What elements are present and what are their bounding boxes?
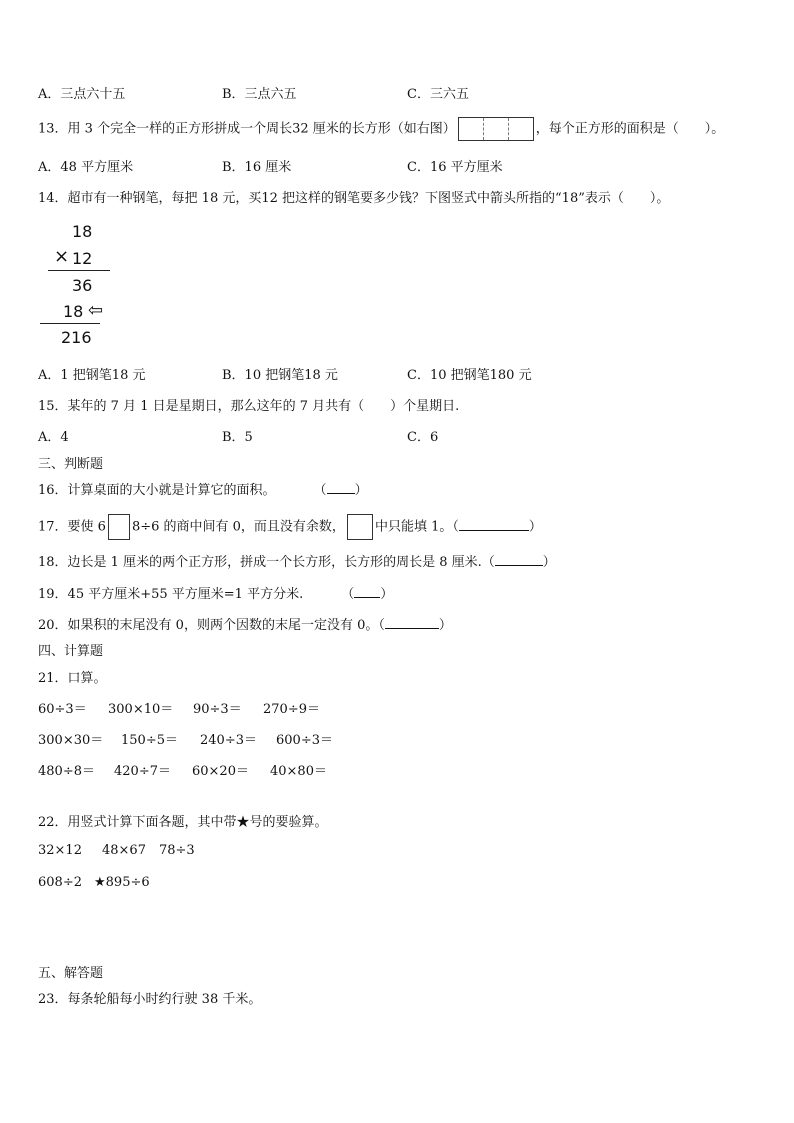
q21-item: 150÷5＝ <box>121 733 178 748</box>
q13-option-b: B．16 厘米 <box>222 160 292 175</box>
q17-part-2: 8÷6 的商中间有 0，而且没有余数， <box>131 519 345 535</box>
mult-top: 18 <box>72 222 93 241</box>
q15-option-c: C．6 <box>407 430 439 445</box>
q21-item: 90÷3＝ <box>193 702 242 717</box>
section-3-heading: 三、判断题 <box>38 457 104 472</box>
section-5-heading: 五、解答题 <box>38 966 104 981</box>
q21-item: 480÷8＝ <box>38 764 95 779</box>
q17-part-3: 中只能填 1。（ <box>374 519 459 535</box>
q22-title: 22．用竖式计算下面各题，其中带★号的要验算。 <box>38 815 328 830</box>
q19-paren-close: ） <box>380 587 394 602</box>
q14-question: 14．超市有一种钢笔，每把 18 元，买12 把这样的钢笔要多少钱？下图竖式中箭头所指的“18”表示（ ）。 <box>38 191 670 206</box>
q15-option-b: B．5 <box>222 430 253 445</box>
q13-text-after: ，每个正方形的面积是（ ）。 <box>535 121 725 137</box>
q17-answer-blank[interactable] <box>459 517 529 531</box>
q22-item: 608÷2 <box>38 875 82 890</box>
q13-option-c: C．16 平方厘米 <box>407 160 503 175</box>
q19-question <box>38 583 393 602</box>
q13-option-a: A．48 平方厘米 <box>38 160 134 175</box>
q16-question <box>38 479 368 498</box>
q22-item: 48×67 <box>102 843 146 858</box>
q17-part-1: 17．要使 6 <box>38 519 106 535</box>
q12-option-b: B．三点六五 <box>222 87 297 102</box>
section-4-heading: 四、计算题 <box>38 644 104 659</box>
q21-item: 300×30＝ <box>38 733 104 748</box>
q16-paren-close: ） <box>354 483 368 498</box>
q16-text: 16．计算桌面的大小就是计算它的面积。 <box>38 483 276 498</box>
rectangle-figure <box>458 117 534 141</box>
q21-item: 240÷3＝ <box>200 733 257 748</box>
q19-paren-open: （ <box>341 587 355 602</box>
mult-line-1 <box>48 270 110 271</box>
mult-result: 216 <box>61 328 92 347</box>
q23-question: 23．每条轮船每小时约行驶 38 千米。 <box>38 992 262 1007</box>
q21-item: 270÷9＝ <box>263 702 320 717</box>
q17-question <box>38 514 542 540</box>
q22-item: 32×12 <box>38 843 82 858</box>
arrow-icon: ⇦ <box>88 300 104 321</box>
q20-text: 20．如果积的末尾没有 0，则两个因数的末尾一定没有 0。（ <box>38 618 385 633</box>
mult-partial-2: 18 <box>63 302 84 321</box>
q16-paren-open: （ <box>313 483 327 498</box>
q15-option-a: A．4 <box>38 430 69 445</box>
q13-question <box>38 117 724 141</box>
vertical-multiplication <box>44 220 124 350</box>
q21-item: 420÷7＝ <box>114 764 171 779</box>
q20-question <box>38 614 452 633</box>
q22-item: ★895÷6 <box>94 875 150 890</box>
q17-digit-box-1[interactable] <box>108 514 130 540</box>
q12-option-a: A．三点六十五 <box>38 87 126 102</box>
q20-answer-blank[interactable] <box>385 615 439 629</box>
q21-item: 300×10＝ <box>108 702 174 717</box>
q15-question: 15．某年的 7 月 1 日是星期日，那么这年的 7 月共有（ ）个星期日. <box>38 399 460 414</box>
mult-line-2 <box>40 323 100 324</box>
q14-option-b: B．10 把钢笔18 元 <box>222 368 338 383</box>
q18-paren-close: ） <box>542 555 556 570</box>
q17-digit-box-2[interactable] <box>347 514 373 540</box>
q16-answer-blank[interactable] <box>327 480 355 494</box>
q20-paren-close: ） <box>438 618 452 633</box>
q21-item: 40×80＝ <box>270 764 327 779</box>
q21-title: 21．口算。 <box>38 671 107 686</box>
q14-option-a: A．1 把钢笔18 元 <box>38 368 146 383</box>
q21-item: 600÷3＝ <box>276 733 333 748</box>
mult-partial-1: 36 <box>72 276 93 295</box>
q21-item: 60÷3＝ <box>38 702 87 717</box>
q14-option-c: C．10 把钢笔180 元 <box>407 368 532 383</box>
q17-paren-close: ） <box>528 519 542 535</box>
q12-option-c: C．三六五 <box>407 87 469 102</box>
mult-sign: × <box>54 246 70 267</box>
q18-text: 18．边长是 1 厘米的两个正方形，拼成一个长方形，长方形的周长是 8 厘米.（ <box>38 555 495 570</box>
q13-text-before: 13．用 3 个完全一样的正方形拼成一个周长32 厘米的长方形（如右图） <box>38 121 456 137</box>
q19-answer-blank[interactable] <box>354 584 380 598</box>
q21-item: 60×20＝ <box>192 764 249 779</box>
q18-answer-blank[interactable] <box>495 552 543 566</box>
q18-question <box>38 551 556 570</box>
q19-text: 19．45 平方厘米+55 平方厘米=1 平方分米. <box>38 587 304 602</box>
q22-item: 78÷3 <box>159 843 195 858</box>
mult-multiplier: 12 <box>72 249 93 268</box>
